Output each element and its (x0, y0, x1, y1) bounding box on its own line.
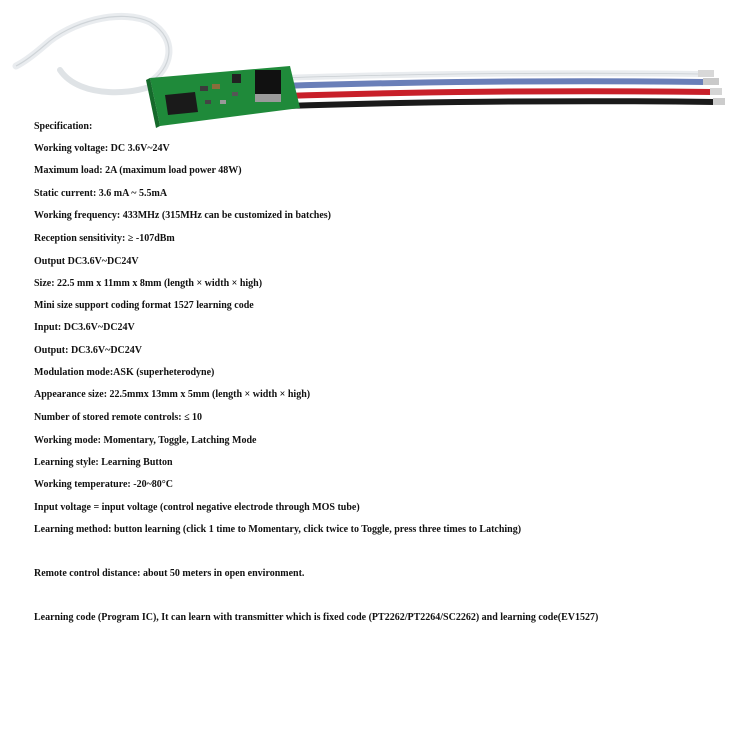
mos-tube (255, 70, 281, 94)
spec-static-current: Static current: 3.6 mA ~ 5.5mA (34, 188, 168, 199)
spec-learning-method: Learning method: button learning (click 1 time to Momentary, click twice to Toggle, press three times to Latching) (34, 524, 522, 535)
spec-working-voltage: Working voltage: DC 3.6V~24V (34, 143, 170, 154)
spec-working-temperature: Working temperature: -20~80°C (34, 479, 173, 490)
learning-button (232, 74, 241, 83)
spec-learning-style: Learning style: Learning Button (34, 457, 173, 468)
spec-maximum-load: Maximum load: 2A (maximum load power 48W) (34, 165, 242, 176)
spec-modulation-mode: Modulation mode:ASK (superheterodyne) (34, 367, 215, 378)
spec-remote-distance: Remote control distance: about 50 meters in open environment. (34, 568, 305, 579)
wire-black (286, 101, 715, 106)
wire-red (284, 91, 712, 96)
product-photo (0, 0, 750, 140)
spec-reception-sensitivity: Reception sensitivity: ≥ -107dBm (34, 233, 175, 244)
spec-output: Output: DC3.6V~DC24V (34, 345, 142, 356)
spec-output-range: Output DC3.6V~DC24V (34, 256, 139, 267)
spec-working-frequency: Working frequency: 433MHz (315MHz can be customized in batches) (34, 210, 332, 221)
spec-size: Size: 22.5 mm x 11mm x 8mm (length × width × high) (34, 278, 263, 289)
ic-chip (165, 92, 198, 115)
spec-heading: Specification: (34, 121, 93, 132)
spec-input: Input: DC3.6V~DC24V (34, 322, 135, 333)
wire-blue (282, 81, 705, 86)
spec-input-voltage: Input voltage = input voltage (control negative electrode through MOS tube) (34, 502, 360, 513)
spec-appearance-size: Appearance size: 22.5mmx 13mm x 5mm (length × width × high) (34, 389, 311, 400)
antenna-wire (16, 16, 169, 82)
spec-learning-code: Learning code (Program IC), It can learn with transmitter which is fixed code (PT2262/PT2264/SC2262) and learning code(EV1527) (34, 612, 599, 623)
spec-working-mode: Working mode: Momentary, Toggle, Latching Mode (34, 435, 257, 446)
spec-stored-remotes: Number of stored remote controls: ≤ 10 (34, 412, 203, 423)
wire-white (280, 73, 700, 78)
spec-coding-format: Mini size support coding format 1527 learning code (34, 300, 254, 311)
